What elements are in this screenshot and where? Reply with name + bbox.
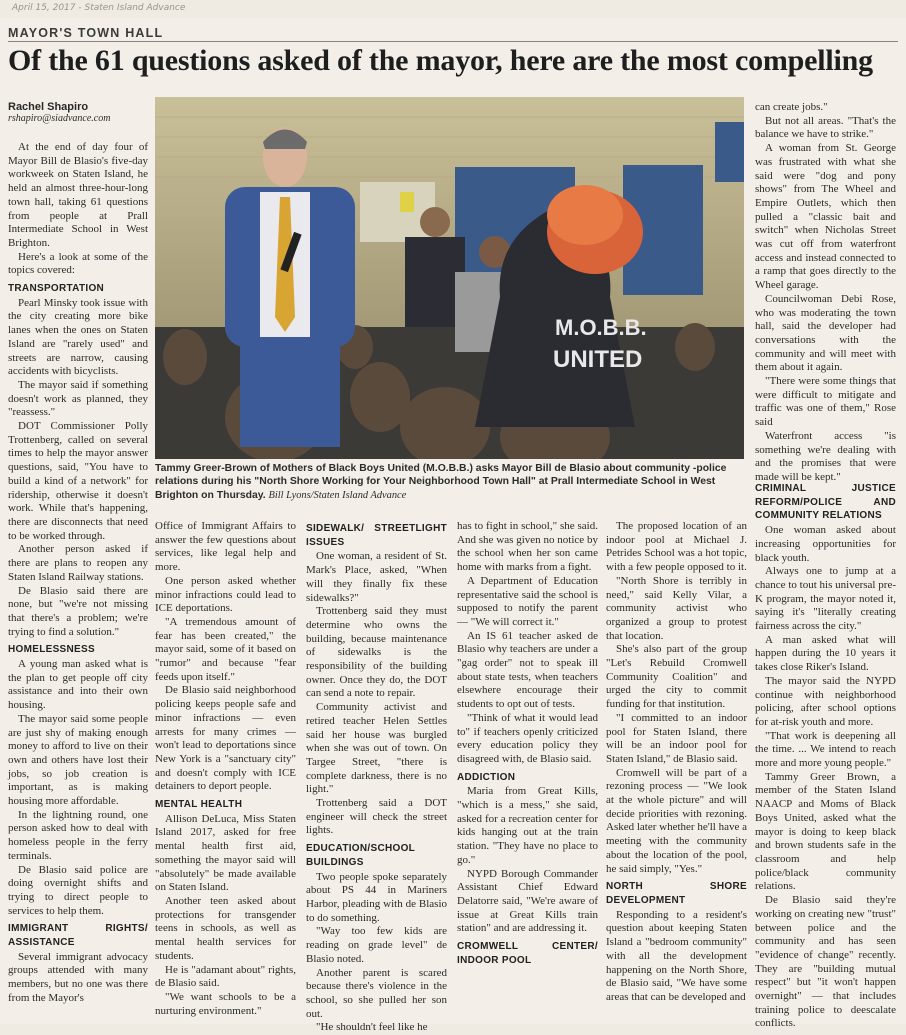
paragraph: Councilwoman Debi Rose, who was moderating the town hall, said the developer had conversations with the community and will meet with them about it again. <box>755 292 896 374</box>
paragraph: "He shouldn't feel like he <box>316 1021 428 1034</box>
paragraph: Allison DeLuca, Miss Staten Island 2017, asked for free mental health first aid, something the mayor said will "absolutely" be made available on Staten Island. <box>155 812 296 894</box>
paragraph: The mayor said some people are just shy of making enough money to afford to live on their own and others have lost their jobs, so job creation is important, as is making housing more affordable. <box>8 712 148 808</box>
paragraph: Tammy Greer Brown, a member of the Staten Island NAACP and Moms of Black Boys United, asked what the mayor is doing to keep black and brown students safe in the classroom and help police/black community relations. <box>755 770 896 893</box>
paragraph: "We want schools to be a nurturing environment." <box>155 990 296 1017</box>
paragraph: "There were some things that were difficult to mitigate and traffic was one of them," Rose said <box>755 375 896 429</box>
subhead-north-shore: NORTH SHORE DEVELOPMENT <box>606 881 747 906</box>
article-column-4 <box>457 520 598 969</box>
paragraph: She's also part of the group "Let's Rebuild Cromwell Community Coalition" and urged the city to commit funding for that institution. <box>606 643 747 711</box>
paragraph: But not all areas. "That's the balance we have to strike." <box>755 114 896 141</box>
paragraph: At the end of day four of Mayor Bill de Blasio's five-day workweek on Staten Island, he held an almost three-hour-long town hall, taking 61 questions from people at Prall Intermediate School in West Brighton. <box>8 141 148 249</box>
subhead-cromwell: CROMWELL CENTER/ INDOOR POOL <box>457 941 598 966</box>
paragraph: One woman, a resident of St. Mark's Place, asked, "When will they finally fix these sidewalks?" <box>306 550 447 604</box>
paragraph: A man asked what will happen during the 10 years it takes close Riker's Island. <box>755 633 896 674</box>
paragraph: A woman from St. George was frustrated with what she said were "dog and pony shows" from The Wheel and Empire Outlets, which then pulled a "classic bait and switch" when Nicholas Street was cut off from waterfront access and instead connected to a ramp that goes directly to the Wheel garage. <box>755 142 896 292</box>
article-column-2 <box>155 520 296 1018</box>
subhead-immigrant-rights: IMMIGRANT RIGHTS/ ASSISTANCE <box>8 923 148 949</box>
photo-caption <box>155 462 744 502</box>
photo-credit: Bill Lyons/Staten Island Advance <box>268 489 407 501</box>
article-column-1 <box>8 141 148 1006</box>
paragraph: De Blasio said they're working on creating new "trust" between police and the community and has seen "evidence of change" recently. They are "building mutual respect" but "it won't happen overnight" — that includes training police to deescalate conflicts. <box>755 894 896 1030</box>
town-hall-photo <box>155 97 744 459</box>
paragraph: The mayor said if something doesn't work as planned, they "reassess." <box>8 378 148 419</box>
article-column-6-top <box>755 101 896 485</box>
article-column-3 <box>306 518 447 1035</box>
byline-email: rshapiro@siadvance.com <box>8 113 111 124</box>
paragraph: De Blasio said police are doing overnight shifts and trying to direct people to services to help them. <box>8 863 148 917</box>
paragraph: "North Shore is terribly in need," said Kelly Vilar, a community activist who organized a group to protest that location. <box>606 574 747 642</box>
paragraph: "Think of what it would lead to" if teachers openly criticized every education policy they disagreed with, de Blasio said. <box>457 711 598 765</box>
shirt-text: M.O.B.B. <box>555 315 647 340</box>
paragraph: Office of Immigrant Affairs to answer the few questions about services, like legal help and more. <box>155 520 296 574</box>
paragraph: Two people spoke separately about PS 44 in Mariners Harbor, pleading with de Blasio to do something. <box>306 870 447 924</box>
paragraph: An IS 61 teacher asked de Blasio why teachers are under a "gag order" not to speak ill about state tests, when teachers elsewhere encourage their students to opt out of tests. <box>457 629 598 711</box>
paragraph: Trottenberg said a DOT engineer will check the street lights. <box>306 797 447 837</box>
shirt-text: UNITED <box>553 346 643 373</box>
paragraph: "That work is deepening all the time. ... We intend to reach more and more young people." <box>755 729 896 770</box>
paragraph: "I committed to an indoor pool for Staten Island, there will be an indoor pool for Staten Island," de Blasio said. <box>606 711 747 765</box>
paragraph: A young man asked what is the plan to get people off city assistance and into their own housing. <box>8 658 148 712</box>
subhead-sidewalk: SIDEWALK/ STREETLIGHT ISSUES <box>306 523 447 548</box>
paragraph: Waterfront access "is something we're dealing with and the promises that were made will be kept." <box>755 429 896 483</box>
article-column-6-bottom <box>755 478 896 1031</box>
paragraph: Several immigrant advocacy groups attended with many members, but no one was there from the Mayor's <box>8 950 148 1004</box>
byline-name: Rachel Shapiro <box>8 101 89 113</box>
paragraph: "Way too few kids are reading on grade level" de Blasio noted. <box>306 925 447 965</box>
paragraph: Community activist and retired teacher Helen Settles said her house was burgled when she was out of town. On Targee Street, "there is complete darkness, there is no light." <box>306 701 447 796</box>
caption-text: Tammy Greer-Brown of Mothers of Black Boys United (M.O.B.B.) asks Mayor Bill de Blasio about community -police relations during his "North Shore Working for Your Neighborhood Town Hall" at Prall Intermediate School in West Brighton on Thursday. <box>155 463 727 501</box>
paragraph: has to fight in school," she said. And she was given no notice by the school when her son came home with marks from a fight. <box>457 520 598 574</box>
paragraph: The mayor said the NYPD continue with neighborhood policing, after school options for at-risk youth and more. <box>755 674 896 728</box>
paragraph: In the lightning round, one person asked how to deal with homeless people in the ferry terminals. <box>8 808 148 862</box>
paragraph: One person asked whether minor infractions could lead to ICE deportations. <box>155 574 296 615</box>
article-column-5 <box>606 520 747 1005</box>
paragraph: Trottenberg said they must determine who owns the building, because maintenance of sidewalks is the responsibility of the building owner. Once they do, the DOT can send a note to repair. <box>306 605 447 700</box>
paragraph: Here's a look at some of the topics covered: <box>8 250 148 277</box>
subhead-education: EDUCATION/SCHOOL BUILDINGS <box>306 843 416 868</box>
subhead-mental-health: MENTAL HEALTH <box>155 799 243 811</box>
paragraph: He is "adamant about" rights, de Blasio said. <box>155 963 296 990</box>
paragraph: Another parent is scared because there's violence in the school, so she pulled her son out. <box>306 966 447 1020</box>
paragraph: Cromwell will be part of a rezoning process — "We look at the whole picture" and will decide priorities with rezoning. Asked later whether he'll have a meeting with the community about the location of the pool, he said simply, "Yes." <box>606 766 747 875</box>
paragraph: The proposed location of an indoor pool at Michael J. Petrides School was a hot topic, with a few people opposed to it. <box>606 520 747 574</box>
section-header: MAYOR'S TOWN HALL <box>8 26 164 40</box>
paragraph: Responding to a resident's question about keeping Staten Island a "bedroom community" with all the development happening on the North Shore, de Blasio said, "We have some areas that can be developed and <box>606 908 747 1003</box>
dateline: April 15, 2017 - Staten Island Advance <box>12 3 186 13</box>
byline <box>8 101 148 124</box>
subhead-criminal-justice: CRIMINAL JUSTICE REFORM/POLICE AND COMMUNITY RELATIONS <box>755 483 896 522</box>
subhead-homelessness: HOMELESSNESS <box>8 644 95 656</box>
paragraph: De Blasio said there are none, but "we're not missing that there's a problem; we're trying to find a solution." <box>8 584 148 638</box>
paragraph: "A tremendous amount of fear has been created," the mayor said, some of it based on "rumor" and because "fear feeds upon itself." <box>155 615 296 683</box>
section-rule <box>8 41 898 42</box>
paragraph: NYPD Borough Commander Assistant Chief Edward Delatorre said, "We're aware of issue at Great Kills train station" and are addressing it. <box>457 867 598 935</box>
paragraph: De Blasio said neighborhood policing keeps people safe and minor infractions — even arrests for many crimes — won't lead to deportations since New York is a "sanctuary city" and doesn't comply with ICE detainers to deport people. <box>155 684 296 793</box>
paragraph: A Department of Education representative said the school is supposed to notify the parent — "We will correct it." <box>457 574 598 628</box>
paragraph: Another person asked if there are plans to reopen any Staten Island Railway stations. <box>8 543 148 583</box>
paragraph: Always one to jump at a chance to tout his universal pre-K program, the mayor noted it, saying it's "literally creating fairness across the city." <box>755 565 896 633</box>
paragraph: Another teen asked about protections for transgender teens in schools, as well as mental health services for students. <box>155 894 296 962</box>
paragraph: One woman asked about increasing opportunities for black youth. <box>755 524 896 564</box>
headline: Of the 61 questions asked of the mayor, here are the most compelling <box>8 44 873 77</box>
paragraph: Pearl Minsky took issue with the city creating more bike lanes when the ones on Staten Island are "rarely used" and streets are narrow, causing accidents with bicyclists. <box>8 296 148 378</box>
paragraph: DOT Commissioner Polly Trottenberg, called on several times to help the mayor answer questions, said, "You have to build a kind of a network" for ridership, otherwise it doesn't work. While that's happening, there are disconnects that need to be worked through. <box>8 420 148 542</box>
subhead-transportation: TRANSPORTATION <box>8 283 105 295</box>
paragraph: can create jobs." <box>755 101 828 113</box>
subhead-addiction: ADDICTION <box>457 771 516 783</box>
paragraph: Maria from Great Kills, "which is a mess," she said, asked for a recreation center for kids hanging out at the train station. "They have no place to go." <box>457 785 598 866</box>
